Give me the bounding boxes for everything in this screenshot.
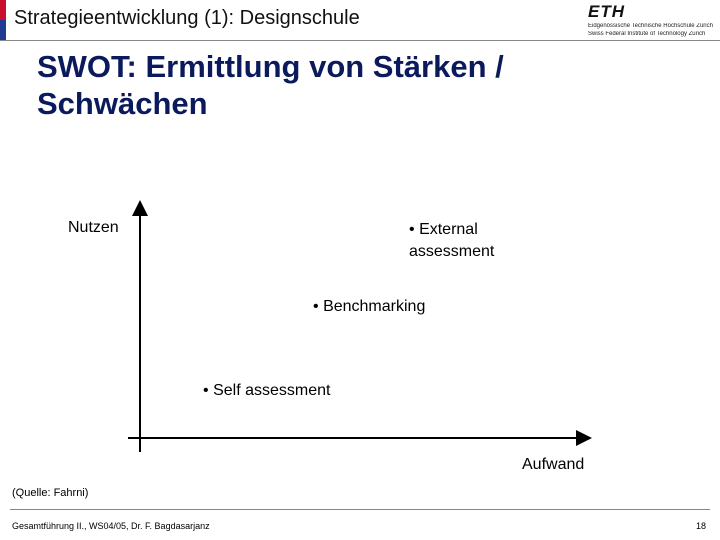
item-text-line-2: assessment (409, 243, 495, 260)
footer-text: Gesamtführung II., WS04/05, Dr. F. Bagdasarjanz (12, 521, 210, 531)
item-text-line-1: External (419, 221, 478, 238)
slide-title-line-2: Schwächen (37, 86, 208, 121)
item-external-assessment (409, 219, 494, 263)
slide-title-line-1: SWOT: Ermittlung von Stärken / (37, 49, 504, 84)
source-note: (Quelle: Fahrni) (12, 487, 89, 499)
logo-line-2: Swiss Federal Institute of Technology Zurich (588, 31, 706, 37)
logo-mark: ETH (588, 2, 625, 21)
page-number: 18 (695, 521, 706, 531)
item-text: Self assessment (213, 382, 331, 399)
y-axis-label: Nutzen (68, 219, 119, 236)
x-axis-label: Aufwand (522, 456, 585, 473)
header-title: Strategieentwicklung (1): Designschule (14, 7, 360, 29)
bullet-glyph: • (409, 221, 415, 238)
item-benchmarking (313, 296, 425, 318)
item-text: Benchmarking (323, 298, 426, 315)
bullet-glyph: • (203, 382, 209, 399)
logo-line-1: Eidgenössische Technische Hochschule Zürich (588, 23, 713, 29)
footer-divider (10, 509, 710, 510)
bullet-glyph: • (313, 298, 319, 315)
item-self-assessment (203, 380, 330, 402)
